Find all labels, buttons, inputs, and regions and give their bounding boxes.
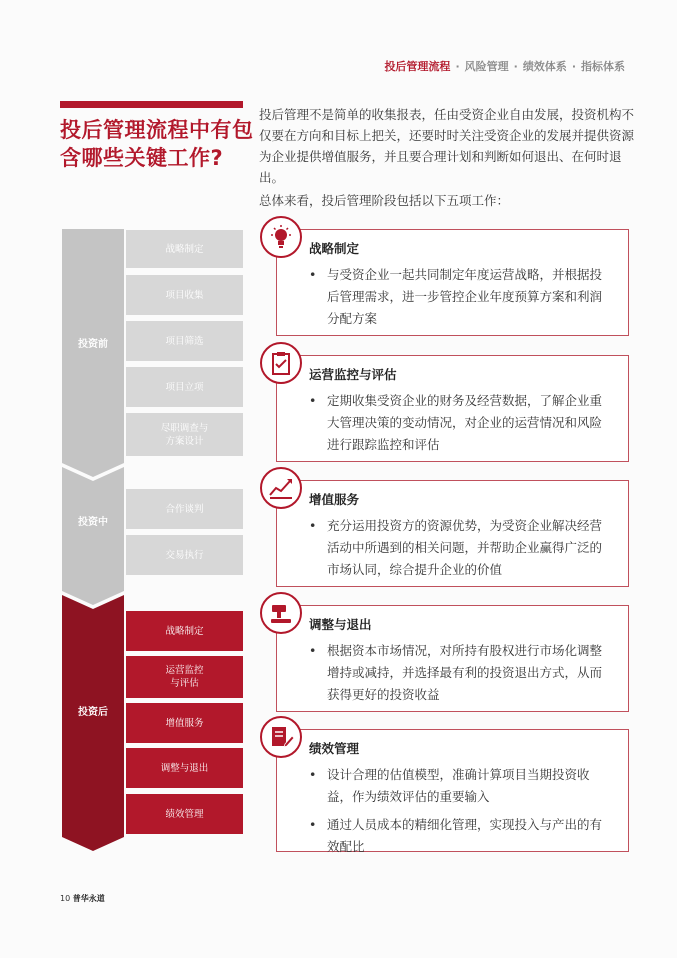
card-bullet: • 通过人员成本的精细化管理，实现投入与产出的有效配比 xyxy=(309,814,614,858)
card-bullet: • 根据资本市场情况，对所持有股权进行市场化调整增持或减持，并选择最有利的投资退出方式，从而获得更好的投资收益 xyxy=(309,640,614,706)
phase-label-pre: 投资前 xyxy=(78,338,108,350)
step-pre-collection: 项目收集 xyxy=(126,275,243,315)
card-bullets xyxy=(309,764,614,864)
card-title: 战略制定 xyxy=(309,241,360,256)
card-bullets xyxy=(309,515,614,587)
card-performance xyxy=(276,729,629,852)
summary-line: 总体来看，投后管理阶段包括以下五项工作： xyxy=(259,193,510,208)
step-post-exit: 调整与退出 xyxy=(126,748,243,788)
page-title: 投后管理流程中有包含哪些关键工作? xyxy=(60,118,254,170)
page-footer xyxy=(60,893,105,904)
nav-item-risk[interactable]: 风险管理 xyxy=(464,60,509,73)
clipboard-check-icon xyxy=(260,342,302,384)
nav-separator: · xyxy=(513,60,518,73)
card-exit xyxy=(276,605,629,712)
step-post-value-add: 增值服务 xyxy=(126,703,243,743)
intro-paragraph: 投后管理不是简单的收集报表，任由受资企业自由发展，投资机构不仅要在方向和目标上把关，还要时时关注受资企业的发展并提供资源为企业提供增值服务，并且要合理计划和判断如何退出、在何时退出。 xyxy=(259,107,635,185)
phase-arrow-mid xyxy=(62,467,124,605)
title-accent-bar xyxy=(60,101,243,108)
document-edit-icon xyxy=(260,716,302,758)
card-value-add xyxy=(276,480,629,587)
step-pre-approval: 项目立项 xyxy=(126,367,243,407)
brand-name: 普华永道 xyxy=(72,894,105,903)
card-bullet: • 定期收集受资企业的财务及经营数据，了解企业重大管理决策的变动情况，对企业的运营情况和风险进行跟踪监控和评估 xyxy=(309,390,614,456)
phase-arrows xyxy=(62,229,124,854)
card-bullet: • 与受资企业一起共同制定年度运营战略，并根据投后管理需求，进一步管控企业年度预算方案和利润分配方案 xyxy=(309,264,614,330)
step-post-performance: 绩效管理 xyxy=(126,794,243,834)
nav-item-performance[interactable]: 绩效体系 xyxy=(522,60,567,73)
nav-item-process[interactable]: 投后管理流程 xyxy=(384,60,451,73)
phase-arrow-post xyxy=(62,595,124,851)
phase-label-post: 投资后 xyxy=(78,706,108,718)
step-pre-due-diligence: 尽职调查与 方案设计 xyxy=(126,413,243,456)
nav-separator: · xyxy=(455,60,460,73)
card-strategy xyxy=(276,229,629,336)
step-post-monitoring: 运营监控 与评估 xyxy=(126,656,243,698)
card-title: 绩效管理 xyxy=(309,741,360,756)
page-number: 10 xyxy=(60,894,71,903)
section-nav xyxy=(384,58,625,74)
gavel-icon xyxy=(260,592,302,634)
lightbulb-icon xyxy=(260,216,302,258)
step-pre-screening: 项目筛选 xyxy=(126,321,243,361)
card-title: 运营监控与评估 xyxy=(309,367,397,382)
card-title: 增值服务 xyxy=(309,492,360,507)
nav-item-indicators[interactable]: 指标体系 xyxy=(581,60,625,73)
card-bullets xyxy=(309,264,614,336)
card-bullet: • 充分运用投资方的资源优势，为受资企业解决经营活动中所遇到的相关问题，并帮助企业赢得广泛的市场认同，综合提升企业的价值 xyxy=(309,515,614,581)
card-bullets xyxy=(309,640,614,712)
step-mid-negotiation: 合作谈判 xyxy=(126,489,243,529)
step-pre-strategy: 战略制定 xyxy=(126,230,243,268)
nav-separator: · xyxy=(571,60,576,73)
card-bullet: • 设计合理的估值模型，准确计算项目当期投资收益，作为绩效评估的重要输入 xyxy=(309,764,614,808)
growth-chart-icon xyxy=(260,467,302,509)
step-mid-execution: 交易执行 xyxy=(126,535,243,575)
step-post-strategy: 战略制定 xyxy=(126,611,243,651)
card-title: 调整与退出 xyxy=(309,617,372,632)
phase-label-mid: 投资中 xyxy=(78,516,108,528)
card-bullets xyxy=(309,390,614,462)
card-monitoring xyxy=(276,355,629,462)
